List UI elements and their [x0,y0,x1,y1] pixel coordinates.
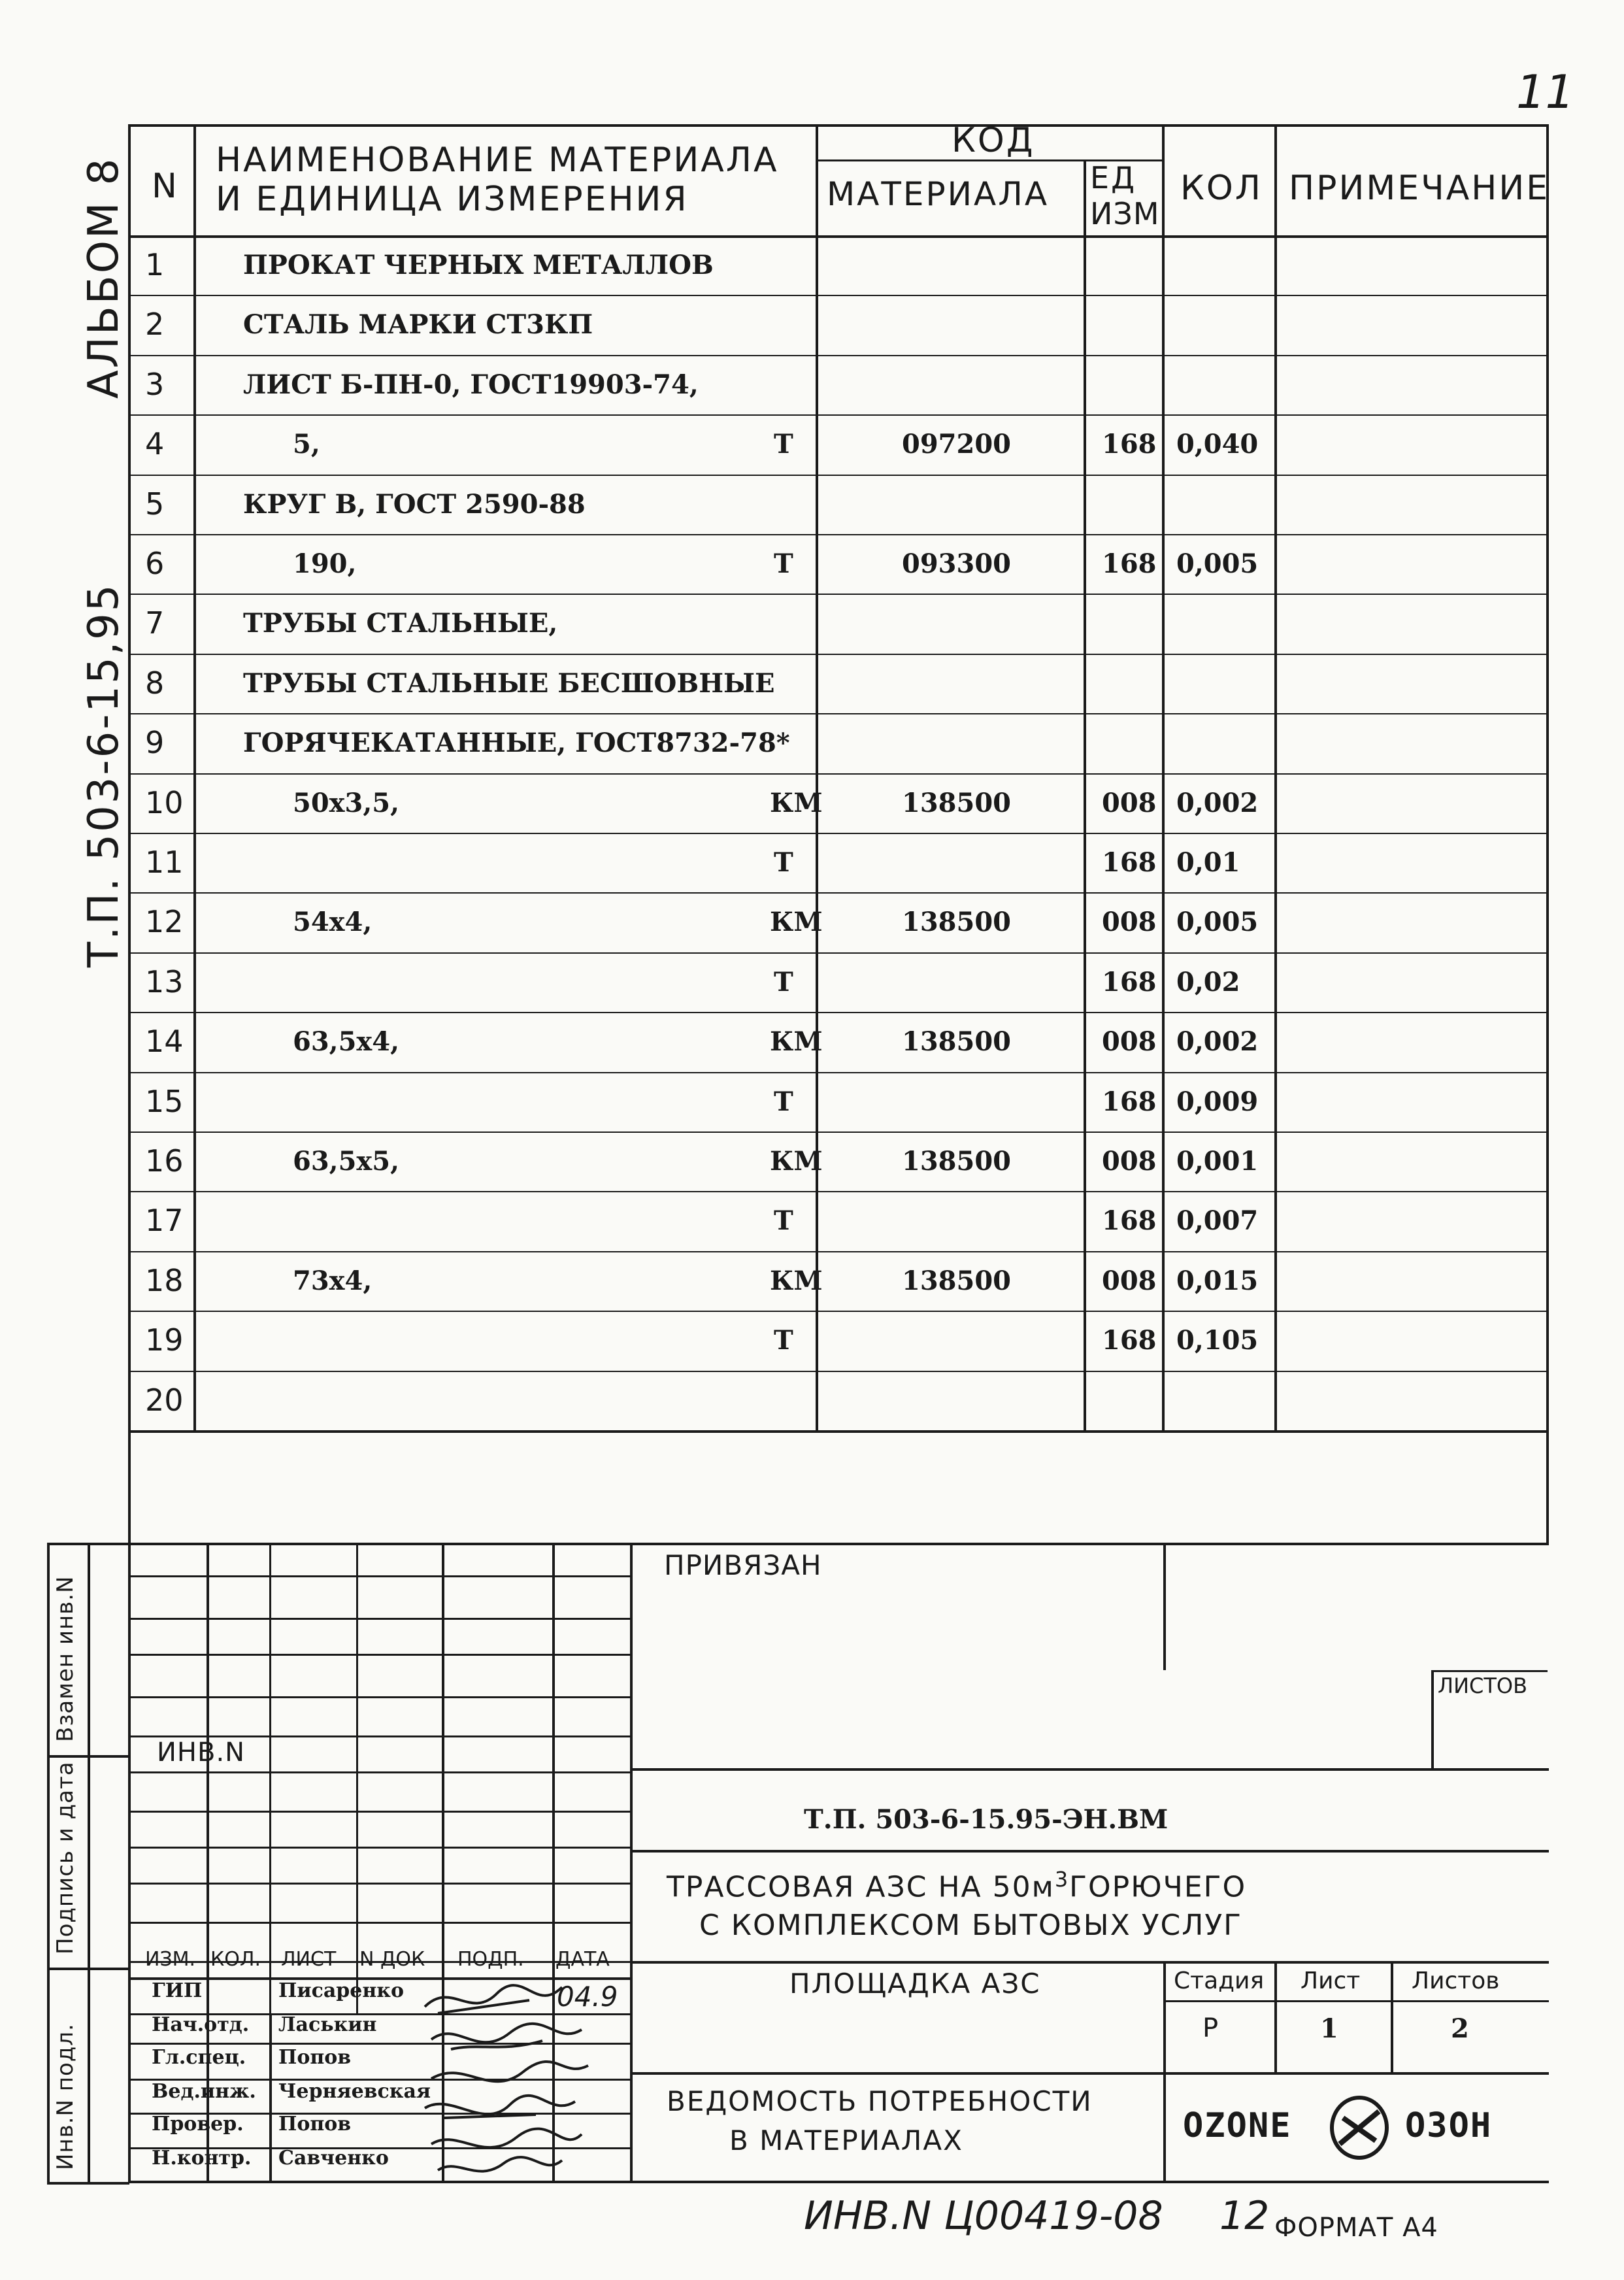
row-separator [128,952,1549,954]
row-unit-code: 168 [1102,1086,1157,1117]
row-number: 15 [145,1083,184,1119]
stamp-label-signature: Подпись и дата [52,1761,78,1954]
row-qty: 0,040 [1176,429,1259,460]
row-number: 4 [145,426,165,462]
stage-value: Р [1202,2013,1221,2043]
row-qty: 0,002 [1176,787,1259,818]
row-number: 17 [145,1203,184,1239]
row-number: 9 [145,725,165,761]
sheet-title-line1: ВЕДОМОСТЬ ПОТРЕБНОСТИ [667,2085,1093,2117]
row-material-name: 50х3,5, [293,787,400,818]
signatory-name: Писаренко [278,1979,404,2002]
project-title-line1 [667,1867,1246,1904]
row-separator [128,654,1549,655]
row-separator [128,1311,1549,1312]
row-number: 14 [145,1024,184,1060]
row-material-name: 5, [293,429,320,460]
row-unit-code: 168 [1102,548,1157,579]
row-unit: КМ [770,787,823,818]
signatory-name: Черняевская [278,2080,431,2103]
listov-small-label: ЛИСТОВ [1438,1673,1528,1698]
row-separator [128,534,1549,535]
row-material-name: 63,5х4, [293,1026,400,1058]
row-qty: 0,002 [1176,1026,1259,1058]
signatory-role: Гл.спец. [152,2046,246,2069]
row-number: 12 [145,904,184,940]
row-number: 16 [145,1143,184,1179]
row-code: 138500 [902,787,1011,818]
project-title-line2: С КОМПЛЕКСОМ БЫТОВЫХ УСЛУГ [699,1909,1242,1942]
row-code: 138500 [902,907,1011,938]
ozone-logo [1176,2092,1542,2164]
row-qty: 0,005 [1176,548,1259,579]
row-qty: 0,005 [1176,907,1259,938]
row-unit-code: 168 [1102,1325,1157,1356]
album-label: АЛЬБОМ 8 [80,156,128,399]
row-separator [128,713,1549,714]
header-material: МАТЕРИАЛА [827,175,1050,213]
row-separator [128,414,1549,416]
signatory-role: Нач.отд. [152,2013,250,2036]
row-qty: 0,01 [1176,847,1240,878]
row-separator [128,1191,1549,1192]
row-code: 138500 [902,1146,1011,1177]
rev-header-izm: ИЗМ. [145,1948,196,1971]
doc-code: Т.П. 503-6-15.95-ЭН.ВМ [804,1804,1168,1835]
site-label: ПЛОЩАДКА АЗС [789,1968,1041,2000]
row-unit-code: 008 [1102,1265,1157,1296]
row-number: 2 [145,307,165,343]
header-name-line1: НАИМЕНОВАНИЕ МАТЕРИАЛА [216,141,779,180]
project-title-part-a: ТРАССОВАЯ АЗС НА 50м [667,1870,1055,1904]
stamp-label-replaced: Взамен инв.N [52,1575,78,1742]
row-separator [128,1132,1549,1133]
header-unit-line2: ИЗМ [1090,196,1160,231]
rev-header-ndok: N ДОК [359,1948,425,1971]
row-unit-code: 008 [1102,1146,1157,1177]
rev-header-list: ЛИСТ [281,1948,337,1971]
row-unit: Т [774,966,793,998]
signatory-name: Ласькин [278,2013,377,2036]
row-unit: Т [774,1325,793,1356]
row-number: 1 [145,247,165,282]
row-unit-code: 008 [1102,1026,1157,1058]
sheets-header: Листов [1412,1968,1500,1994]
row-unit-code: 168 [1102,429,1157,460]
row-unit-code: 008 [1102,907,1157,938]
signatory-name: Попов [278,2113,352,2136]
row-number: 3 [145,366,165,402]
row-separator [128,773,1549,775]
row-number: 13 [145,964,184,999]
row-number: 19 [145,1322,184,1358]
row-material-name: СТАЛЬ МАРКИ СТ3КП [243,309,593,341]
sheet-title-line2: В МАТЕРИАЛАХ [729,2124,963,2156]
row-number: 11 [145,845,184,880]
rev-header-data: ДАТА [555,1948,610,1971]
rev-header-kol: КОЛ. [210,1948,261,1971]
row-code: 138500 [902,1265,1011,1296]
logo-left-text: OZONE [1183,2106,1292,2145]
row-unit-code: 168 [1102,1205,1157,1237]
privyazan-label: ПРИВЯЗАН [664,1549,822,1581]
row-number: 6 [145,546,165,581]
row-code: 093300 [902,548,1011,579]
row-unit: Т [774,548,793,579]
row-separator [128,1072,1549,1073]
row-material-name: 54х4, [293,907,373,938]
row-unit: КМ [770,1265,823,1296]
signatory-role: Провер. [152,2113,244,2136]
row-number: 20 [145,1382,184,1418]
row-number: 5 [145,486,165,522]
row-qty: 0,015 [1176,1265,1259,1296]
row-unit-code: 008 [1102,787,1157,818]
row-material-name: 190, [293,548,357,579]
format-label: ФОРМАТ А4 [1274,2213,1438,2243]
header-name-line2: И ЕДИНИЦА ИЗМЕРЕНИЯ [216,180,689,219]
page-number-handwritten: 11 [1516,65,1575,119]
row-material-name: 63,5х5, [293,1146,400,1177]
row-material-name: КРУГ В, ГОСТ 2590-88 [243,488,586,520]
row-unit: Т [774,429,793,460]
row-separator [128,1012,1549,1013]
signatory-role: ГИП [152,1979,203,2002]
row-separator [128,355,1549,356]
row-qty: 0,105 [1176,1325,1259,1356]
row-number: 18 [145,1262,184,1298]
inv-number-handwritten: ИНВ.N Ц00419-08 [804,2193,1163,2239]
rev-header-podp: ПОДП. [457,1948,524,1971]
row-unit: КМ [770,907,823,938]
logo-right-text: ОЗОН [1405,2106,1493,2145]
inv-n-label: ИНВ.N [157,1737,246,1768]
sheet-value: 1 [1320,2013,1338,2044]
header-n: N [152,167,179,206]
sheet-number-handwritten: 12 [1219,2193,1270,2239]
row-separator [128,475,1549,476]
row-qty: 0,009 [1176,1086,1259,1117]
row-separator [128,594,1549,595]
row-material-name: ГОРЯЧЕКАТАННЫЕ, ГОСТ8732-78* [243,728,790,759]
row-code: 138500 [902,1026,1011,1058]
row-unit: КМ [770,1026,823,1058]
row-material-name: 73х4, [293,1265,373,1296]
row-separator [128,833,1549,834]
project-title-sup: 3 [1054,1867,1070,1892]
row-separator [128,1371,1549,1372]
row-qty: 0,007 [1176,1205,1259,1237]
row-code: 097200 [902,429,1011,460]
row-material-name: ТРУБЫ СТАЛЬНЫЕ, [243,608,558,639]
header-unit-line1: ЕД [1090,160,1137,195]
logo-emblem-icon [1320,2092,1399,2164]
signatory-role: Н.контр. [152,2147,252,2170]
signatory-name: Попов [278,2046,352,2069]
header-code: КОД [952,121,1035,160]
stamp-label-inv-orig: Инв.N подл. [52,2023,78,2170]
row-separator [128,1251,1549,1252]
header-qty: КОЛ [1180,169,1263,208]
row-unit: Т [774,1205,793,1237]
sheets-value: 2 [1451,2013,1469,2044]
row-material-name: ПРОКАТ ЧЕРНЫХ МЕТАЛЛОВ [243,250,714,280]
row-separator [128,295,1549,296]
row-unit: Т [774,847,793,878]
row-number: 10 [145,784,184,820]
signature-date: 04.9 [557,1981,618,2013]
row-separator [128,892,1549,894]
sheet-header: Лист [1301,1968,1361,1994]
project-title-part-b: ГОРЮЧЕГО [1069,1870,1247,1904]
row-material-name: ЛИСТ Б-ПН-0, ГОСТ19903-74, [243,369,699,400]
header-note: ПРИМЕЧАНИЕ [1289,169,1550,208]
row-unit: КМ [770,1146,823,1177]
row-qty: 0,001 [1176,1146,1259,1177]
row-number: 7 [145,605,165,641]
row-material-name: ТРУБЫ СТАЛЬНЫЕ БЕСШОВНЫЕ [243,667,775,699]
signatory-name: Савченко [278,2147,389,2170]
row-qty: 0,02 [1176,966,1240,998]
row-unit: Т [774,1086,793,1117]
row-number: 8 [145,665,165,701]
stage-header: Стадия [1174,1968,1265,1994]
row-unit-code: 168 [1102,847,1157,878]
signatory-role: Вед.инж. [152,2080,256,2103]
project-side-label: Т.П. 503-6-15,95 [80,582,128,967]
row-unit-code: 168 [1102,966,1157,998]
